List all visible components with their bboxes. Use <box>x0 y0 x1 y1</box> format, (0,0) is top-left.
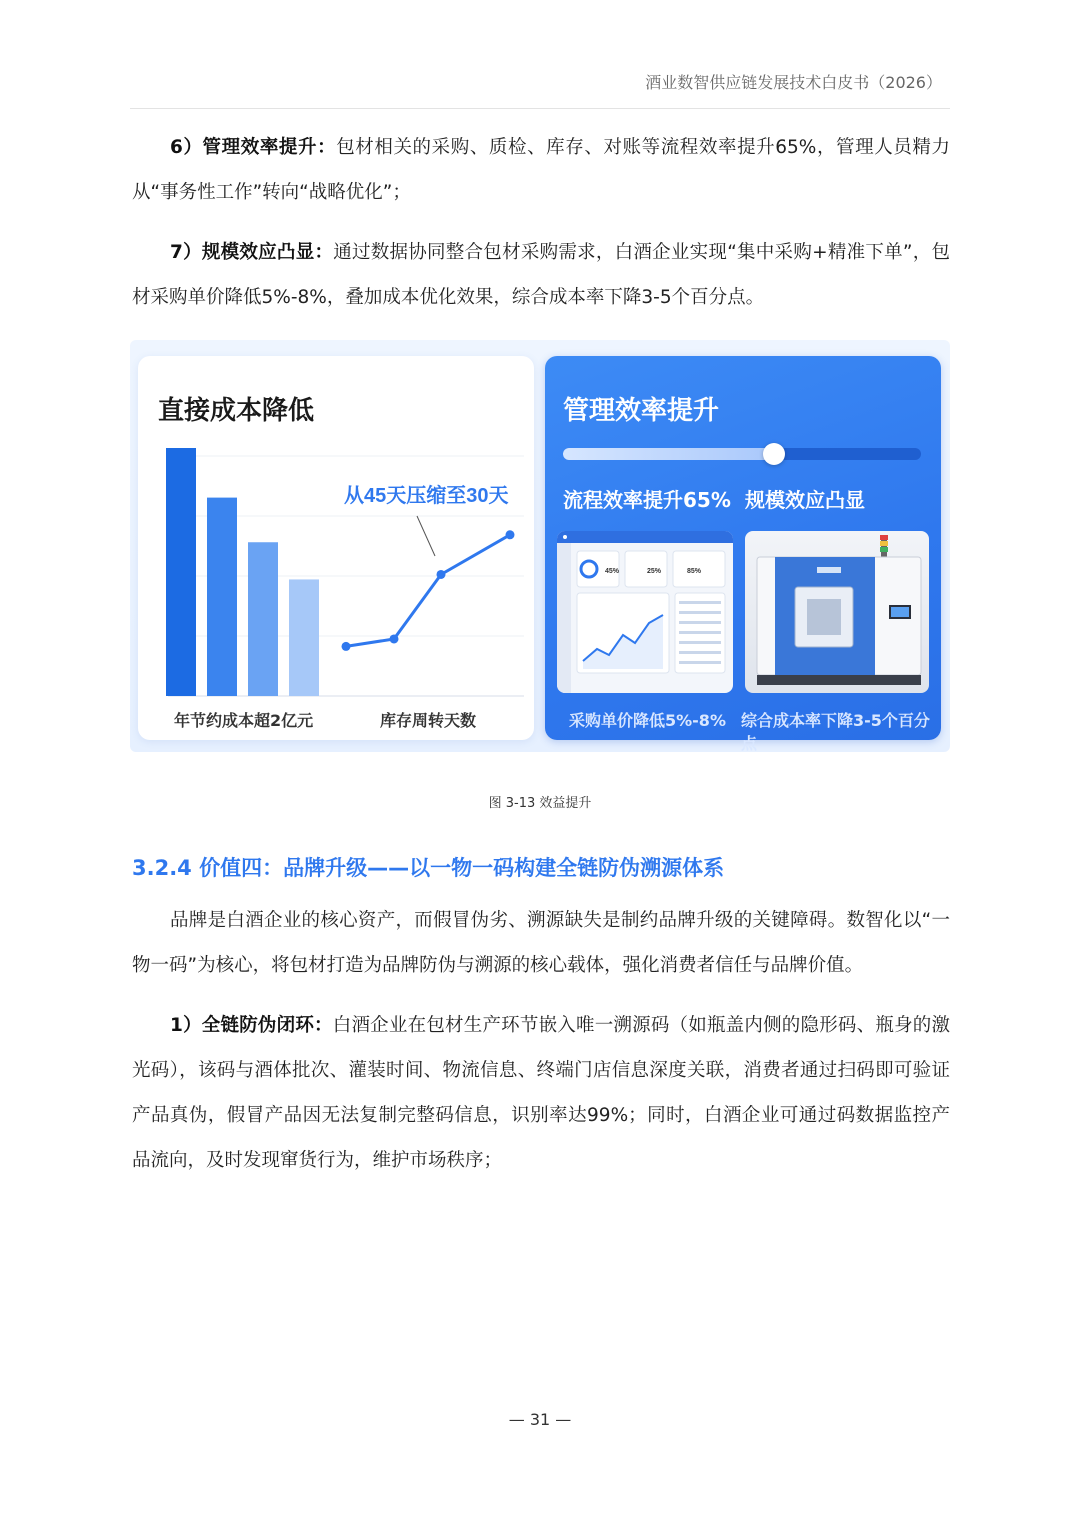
page-header <box>130 60 950 109</box>
scale-stat: 规模效应凸显 <box>745 488 865 512</box>
paragraph-lead: 7）规模效应凸显： <box>170 242 334 263</box>
line-point-3 <box>437 570 446 579</box>
bar-series <box>166 448 319 696</box>
bar-4 <box>289 579 319 696</box>
procurement-caption: 采购单价降低5%-8% <box>569 711 726 730</box>
dashboard-tile-2: 25% <box>647 568 662 575</box>
bar-axis-label: 年节约成本超2亿元 <box>174 711 314 730</box>
efficiency-stat: 流程效率提升65% <box>563 488 731 512</box>
management-efficiency-card <box>545 356 941 753</box>
line-point-1 <box>342 642 351 651</box>
paragraph-lead: 1）全链防伪闭环： <box>170 1015 333 1036</box>
inventory-line-series <box>342 530 515 651</box>
paragraph-brand-intro: 品牌是白酒企业的核心资产，而假冒伪劣、溯源缺失是制约品牌升级的关键障碍。数智化以“一物一码”为核心，将包材打造为品牌防伪与溯源的核心载体，强化消费者信任与品牌价值。 <box>132 910 950 976</box>
bar-3 <box>248 542 278 696</box>
annotation-pointer <box>417 516 435 556</box>
line-axis-label: 库存周转天数 <box>380 711 477 730</box>
dashboard-image <box>557 531 733 693</box>
line-point-2 <box>390 634 399 643</box>
dashboard-tile-1: 45% <box>605 568 620 575</box>
inventory-line <box>346 535 510 647</box>
machine-illustration <box>745 531 929 693</box>
page-number: — 31 — <box>508 1410 572 1429</box>
dashboard-illustration <box>557 531 733 693</box>
paragraph-management-efficiency <box>132 125 950 215</box>
paragraph-anti-counterfeit <box>132 1003 950 1183</box>
progress-knob <box>763 443 785 465</box>
bar-2 <box>207 498 237 696</box>
card-title: 管理效率提升 <box>563 396 720 426</box>
card-title: 直接成本降低 <box>158 396 315 426</box>
efficiency-progress-bar <box>563 448 921 460</box>
progress-fill <box>563 448 774 460</box>
paragraph-lead: 6）管理效率提升： <box>170 137 337 158</box>
benefit-figure <box>130 340 950 752</box>
bar-1 <box>166 448 196 696</box>
paragraph-text: 包材相关的采购、质检、库存、对账等流程效率提升65%，管理人员精力从“事务性工作”转向“战略优化”； <box>132 137 951 203</box>
cost-rate-caption: 综合成本率下降3-5个百分点 <box>741 711 930 753</box>
section-heading: 3.2.4 价值四：品牌升级——以一物一码构建全链防伪溯源体系 <box>132 856 725 880</box>
equipment-image <box>745 531 929 693</box>
paragraph-text: 通过数据协同整合包材采购需求，白酒企业实现“集中采购+精准下单”，包材采购单价降低5%-8%，叠加成本优化效果，综合成本率下降3-5个百分点。 <box>132 242 950 308</box>
paragraph-scale-effect <box>132 230 950 320</box>
document-title: 酒业数智供应链发展技术白皮书（2026） <box>645 73 942 92</box>
figure-caption: 图 3-13 效益提升 <box>488 796 592 811</box>
direct-cost-card <box>138 356 534 740</box>
paragraph-text: 白酒企业在包材生产环节嵌入唯一溯源码（如瓶盖内侧的隐形码、瓶身的激光码），该码与酒体批次、灌装时间、物流信息、终端门店信息深度关联，消费者通过扫码即可验证产品真伪，假冒产品因无法复制完整码信息，识别率达99%；同时，白酒企业可通过码数据监控产品流向，及时发现窜货行为，维护市场秩序； <box>132 1015 950 1171</box>
cost-chart <box>138 356 534 740</box>
dashboard-tile-3: 85% <box>687 568 702 575</box>
line-annotation: 从45天压缩至30天 <box>344 485 509 507</box>
line-point-4 <box>506 530 515 539</box>
